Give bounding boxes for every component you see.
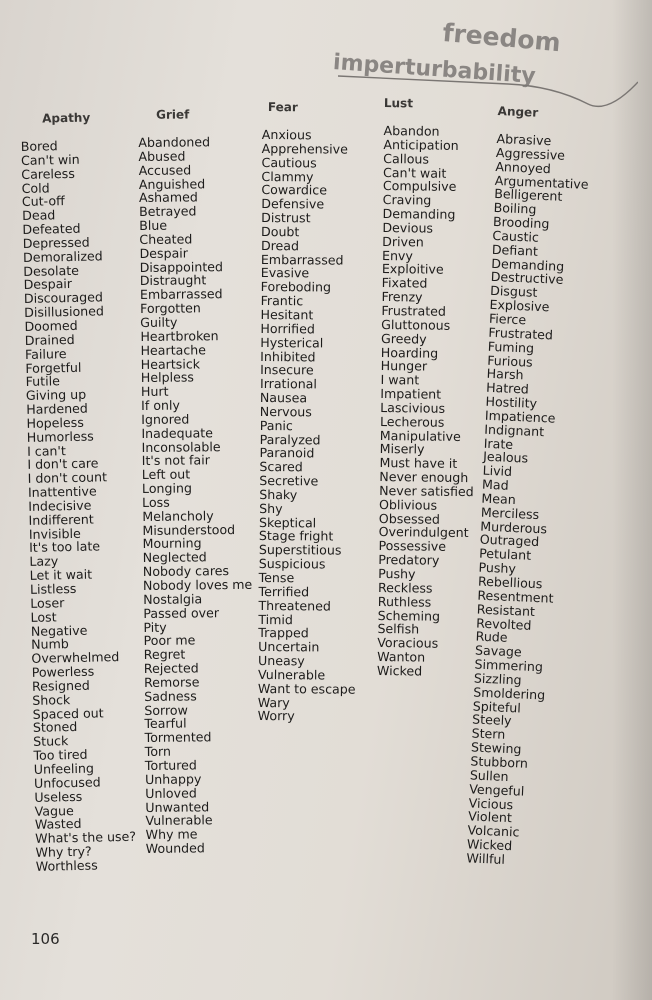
column-heading-fear: Fear	[267, 100, 298, 115]
word-item: Abused	[138, 148, 186, 164]
word-item: Worry	[257, 708, 295, 724]
word-item: Cowardice	[261, 182, 328, 198]
word-item: Terrified	[258, 583, 310, 600]
word-item: Hatred	[485, 379, 530, 397]
word-item: Caustic	[492, 227, 540, 245]
word-item: Doomed	[24, 317, 78, 334]
word-item: Envy	[381, 247, 414, 263]
word-item: Accused	[138, 162, 192, 178]
word-item: Devious	[382, 219, 434, 236]
word-item: Demanding	[491, 255, 565, 274]
word-item: Frantic	[260, 293, 304, 309]
word-item: Left out	[141, 466, 191, 483]
word-item: Nobody loves me	[142, 576, 253, 593]
word-item: Anguished	[138, 175, 206, 192]
word-item: Why me	[145, 826, 198, 843]
word-item: Hunger	[380, 358, 428, 374]
word-item: Murderous	[480, 518, 548, 537]
word-item: Willful	[466, 850, 506, 867]
word-item: Anticipation	[383, 136, 459, 153]
word-item: Longing	[141, 480, 193, 497]
word-item: Predatory	[378, 552, 440, 568]
word-item: Nervous	[259, 403, 312, 420]
word-item: Furious	[486, 352, 534, 370]
word-item: Hardened	[26, 400, 88, 417]
word-item: Cold	[21, 179, 50, 196]
word-item: Skeptical	[259, 514, 317, 531]
word-item: Failure	[24, 345, 67, 362]
word-item: Forgetful	[25, 359, 82, 376]
word-item: Impatience	[484, 407, 556, 426]
word-item: Savage	[474, 642, 523, 660]
word-item: Tortured	[144, 757, 197, 773]
word-item: Defeated	[22, 220, 81, 238]
word-item: Indecisive	[28, 497, 92, 514]
word-item: Powerless	[31, 663, 95, 680]
word-item: Too tired	[33, 746, 88, 763]
word-item: Sorrow	[144, 702, 188, 718]
word-item: Harsh	[486, 366, 524, 383]
word-item: Hopeless	[26, 414, 84, 431]
word-item: Helpless	[140, 369, 194, 386]
word-item: Irate	[483, 435, 514, 452]
word-item: Revolted	[475, 615, 532, 633]
word-item: Reckless	[377, 579, 433, 596]
word-item: Dead	[22, 207, 56, 224]
word-item: Inadequate	[141, 424, 214, 441]
word-item: Resistant	[476, 601, 536, 619]
word-item: Demoralized	[22, 248, 103, 265]
word-item: Indifferent	[28, 511, 94, 528]
word-item: Demanding	[382, 206, 456, 222]
word-item: Voracious	[377, 635, 439, 651]
word-item: Nobody cares	[142, 563, 230, 580]
word-item: Let it wait	[29, 566, 93, 584]
word-item: Stage fright	[258, 528, 334, 544]
page-number: 106	[31, 930, 60, 948]
word-list-apathy	[21, 138, 137, 874]
word-item: Mean	[481, 490, 517, 508]
word-item: Shock	[32, 691, 71, 708]
word-item: Horrified	[260, 320, 315, 337]
word-item: Aggressive	[495, 144, 566, 163]
word-item: Loser	[30, 595, 65, 611]
word-item: Cut-off	[21, 193, 65, 210]
word-item: Uneasy	[258, 653, 305, 669]
word-item: I can't	[26, 442, 66, 459]
word-item: Jealous	[482, 449, 529, 466]
word-item: Depressed	[22, 234, 90, 251]
word-item: Violent	[467, 808, 513, 826]
word-item: Bored	[20, 138, 58, 154]
word-item: Unhappy	[144, 771, 202, 787]
word-item: Abandon	[383, 122, 440, 139]
word-item: Poor me	[143, 632, 196, 649]
word-item: Tense	[258, 569, 295, 586]
word-item: Anxious	[261, 126, 312, 143]
word-item: Wary	[257, 694, 290, 710]
word-item: Secretive	[259, 473, 319, 489]
word-item: Vicious	[468, 794, 514, 812]
word-item: Defiant	[491, 241, 539, 259]
word-item: Steely	[471, 711, 512, 729]
word-item: Inhibited	[260, 348, 316, 364]
word-item: Want to escape	[257, 680, 356, 697]
word-list-lust	[377, 124, 478, 679]
word-item: Why try?	[35, 843, 92, 860]
word-item: Vulnerable	[145, 812, 213, 829]
word-item: Greedy	[380, 330, 427, 347]
word-item: Evasive	[260, 265, 310, 281]
word-item: Heartache	[140, 341, 207, 358]
word-item: It's too late	[28, 538, 101, 556]
word-item: Outraged	[479, 532, 540, 550]
word-item: Can't win	[20, 151, 80, 168]
word-item: Cautious	[261, 154, 317, 171]
word-item: Impatient	[380, 386, 442, 402]
word-item: Timid	[258, 611, 294, 627]
word-item: Pushy	[478, 559, 517, 577]
header-title: freedom	[441, 18, 562, 58]
word-item: Disillusioned	[24, 303, 105, 321]
word-item: Sizzling	[473, 670, 522, 688]
column-grief	[138, 107, 255, 856]
word-item: Drained	[24, 331, 75, 348]
word-item: Pushy	[378, 565, 416, 582]
column-lust	[377, 96, 479, 679]
word-item: Cheated	[139, 231, 193, 247]
word-item: Useless	[34, 788, 83, 805]
word-item: Sadness	[144, 688, 197, 704]
word-item: Rebellious	[477, 573, 543, 592]
word-item: Wasted	[34, 816, 82, 833]
word-item: Simmering	[474, 656, 544, 675]
word-item: Volcanic	[467, 822, 520, 840]
word-item: Unfeeling	[33, 760, 95, 777]
word-item: Vengeful	[468, 781, 525, 799]
word-item: Lecherous	[379, 413, 445, 430]
word-item: Resentment	[477, 587, 554, 606]
word-item: Indignant	[484, 421, 545, 439]
word-item: Ashamed	[138, 189, 198, 206]
word-item: Overwhelmed	[31, 649, 120, 667]
header-subtitle: imperturbability	[332, 50, 537, 90]
word-item: Belligerent	[493, 186, 563, 205]
word-item: Neglected	[142, 549, 207, 566]
word-item: Driven	[382, 233, 424, 250]
word-item: Foreboding	[260, 279, 332, 295]
word-item: Despair	[23, 276, 73, 293]
word-item: Petulant	[478, 545, 532, 564]
word-item: It's not fair	[141, 452, 210, 469]
word-item: Rejected	[143, 660, 199, 677]
word-item: Heartbroken	[140, 327, 219, 344]
word-item: Negative	[30, 622, 88, 639]
word-item: Forgotten	[140, 300, 201, 317]
word-item: Callous	[383, 150, 430, 167]
column-anger	[466, 104, 592, 869]
column-heading-apathy: Apathy	[41, 110, 91, 126]
word-item: Hoarding	[380, 344, 439, 361]
word-item: Boiling	[493, 200, 537, 217]
word-list-anger	[466, 132, 590, 869]
word-item: Unloved	[145, 785, 197, 801]
word-item: Stoned	[32, 719, 78, 736]
word-item: Vague	[34, 802, 74, 819]
word-item: Superstitious	[258, 542, 342, 558]
word-item: Passed over	[143, 604, 220, 621]
word-item: Giving up	[25, 386, 87, 404]
word-item: Embarrassed	[260, 251, 344, 268]
word-item: Paranoid	[259, 445, 315, 461]
word-item: Panic	[259, 417, 293, 433]
word-item: Careless	[21, 165, 75, 182]
word-item: Lost	[30, 609, 57, 625]
column-heading-lust: Lust	[383, 96, 414, 111]
word-item: Oblivious	[378, 496, 438, 513]
word-item: Resigned	[31, 677, 90, 694]
column-apathy	[20, 110, 137, 874]
word-item: Craving	[382, 192, 432, 208]
word-item: Overindulgent	[378, 524, 469, 541]
word-item: Wicked	[376, 662, 423, 679]
word-item: Possessive	[378, 538, 447, 555]
word-item: Stewing	[470, 739, 522, 757]
word-item: Misunderstood	[142, 521, 236, 538]
word-item: Frustrated	[488, 324, 554, 343]
word-item: Discouraged	[23, 289, 104, 307]
word-item: Hostility	[485, 393, 538, 411]
word-item: Shaky	[259, 486, 298, 503]
word-item: Worthless	[35, 857, 98, 874]
word-item: I want	[380, 372, 420, 388]
word-list-grief	[138, 135, 255, 856]
word-list-fear	[258, 128, 360, 724]
word-item: Pity	[143, 619, 167, 635]
word-item: Suspicious	[258, 556, 326, 572]
word-item: Mad	[481, 476, 509, 493]
word-item: Unfocused	[33, 774, 101, 791]
word-item: Rude	[475, 628, 508, 646]
word-item: Argumentative	[494, 172, 589, 192]
page-edge-shadow	[612, 0, 652, 1000]
word-item: Distraught	[139, 272, 207, 289]
word-item: Threatened	[258, 597, 331, 614]
word-item: Remorse	[143, 674, 200, 690]
word-item: Fixated	[381, 275, 428, 291]
word-item: Vulnerable	[257, 666, 326, 683]
word-item: Irrational	[259, 376, 317, 392]
word-item: Melancholy	[142, 508, 214, 524]
column-heading-anger: Anger	[497, 104, 539, 120]
word-item: Abrasive	[496, 130, 552, 149]
word-item: Paralyzed	[259, 431, 321, 447]
word-item: Tearful	[144, 715, 187, 732]
word-item: Wanton	[377, 649, 426, 665]
word-item: Fuming	[487, 338, 535, 356]
word-item: Frenzy	[381, 289, 423, 305]
word-item: Mourning	[142, 535, 202, 552]
word-item: I don't care	[27, 455, 99, 473]
word-item: Lascivious	[380, 399, 446, 416]
word-item: Hesitant	[260, 306, 314, 323]
word-item: What's the use?	[35, 828, 137, 847]
word-item: Ruthless	[377, 593, 432, 610]
word-item: Ignored	[141, 411, 190, 427]
column-fear	[258, 100, 360, 724]
word-item: Blue	[139, 217, 168, 234]
word-item: Explosive	[489, 296, 550, 315]
word-item: Scheming	[377, 607, 441, 624]
word-item: Never enough	[379, 469, 469, 486]
word-item: Hurt	[140, 383, 169, 400]
word-item: Futile	[25, 373, 61, 390]
word-item: Apprehensive	[261, 140, 348, 157]
word-item: Selfish	[377, 621, 420, 637]
word-item: Inattentive	[27, 483, 97, 501]
column-heading-grief: Grief	[155, 107, 190, 122]
word-item: Stern	[471, 725, 506, 743]
word-item: Uncertain	[258, 639, 320, 655]
word-item: Scared	[259, 459, 303, 475]
word-item: Clammy	[261, 168, 314, 184]
word-item: Despair	[139, 245, 189, 261]
word-item: Numb	[31, 636, 69, 653]
word-item: Wicked	[466, 836, 513, 854]
word-item: Nostalgia	[143, 591, 203, 607]
word-item: Shy	[259, 500, 283, 516]
word-item: Destructive	[490, 269, 564, 288]
word-item: Spiteful	[472, 698, 522, 716]
word-item: Frustrated	[381, 302, 447, 319]
word-item: Doubt	[261, 223, 300, 240]
word-item: Manipulative	[379, 427, 461, 444]
word-item: Listless	[29, 580, 77, 597]
word-item: Merciless	[480, 504, 540, 522]
word-item: Nausea	[259, 390, 308, 406]
word-item: Tormented	[144, 729, 212, 746]
word-item: Disappointed	[139, 258, 224, 275]
word-item: Torn	[144, 743, 172, 760]
word-item: Livid	[482, 462, 513, 480]
word-item: Loss	[142, 494, 170, 510]
word-item: Compulsive	[382, 178, 457, 195]
word-item: Stubborn	[470, 753, 529, 771]
word-item: Heartsick	[140, 355, 201, 372]
word-item: Hysterical	[260, 334, 324, 351]
word-item: Annoyed	[495, 158, 552, 176]
word-item: Insecure	[260, 362, 314, 378]
word-item: Gluttonous	[381, 316, 451, 333]
word-item: Embarrassed	[139, 286, 223, 303]
word-item: Stuck	[33, 733, 69, 750]
word-item: Abandoned	[138, 134, 211, 150]
word-item: Dread	[260, 237, 300, 254]
word-item: Must have it	[379, 455, 458, 472]
word-item: Spaced out	[32, 704, 104, 722]
word-item: Trapped	[258, 625, 309, 641]
word-item: Lazy	[29, 553, 59, 570]
word-item: Humorless	[26, 428, 94, 445]
word-item: Defensive	[261, 196, 325, 212]
word-item: Brooding	[492, 213, 550, 232]
word-item: Inconsolable	[141, 438, 221, 455]
word-item: Obsessed	[378, 510, 441, 527]
word-item: Can't wait	[382, 164, 447, 181]
word-item: Never satisfied	[379, 482, 474, 500]
word-item: Disgust	[489, 283, 538, 301]
word-item: Distrust	[261, 210, 311, 226]
word-item: I don't count	[27, 469, 108, 487]
word-item: Unwanted	[145, 798, 210, 815]
word-item: Desolate	[23, 262, 80, 279]
word-item: Miserly	[379, 441, 425, 457]
word-item: Betrayed	[139, 203, 197, 220]
word-item: Wounded	[145, 840, 205, 856]
word-item: If only	[141, 397, 180, 414]
word-item: Regret	[143, 646, 186, 663]
word-item: Smoldering	[473, 684, 546, 703]
word-item: Fierce	[488, 310, 527, 328]
word-item: Sullen	[469, 767, 509, 784]
word-item: Invisible	[28, 525, 81, 542]
word-item: Guilty	[140, 314, 178, 330]
word-item: Exploitive	[381, 261, 444, 278]
